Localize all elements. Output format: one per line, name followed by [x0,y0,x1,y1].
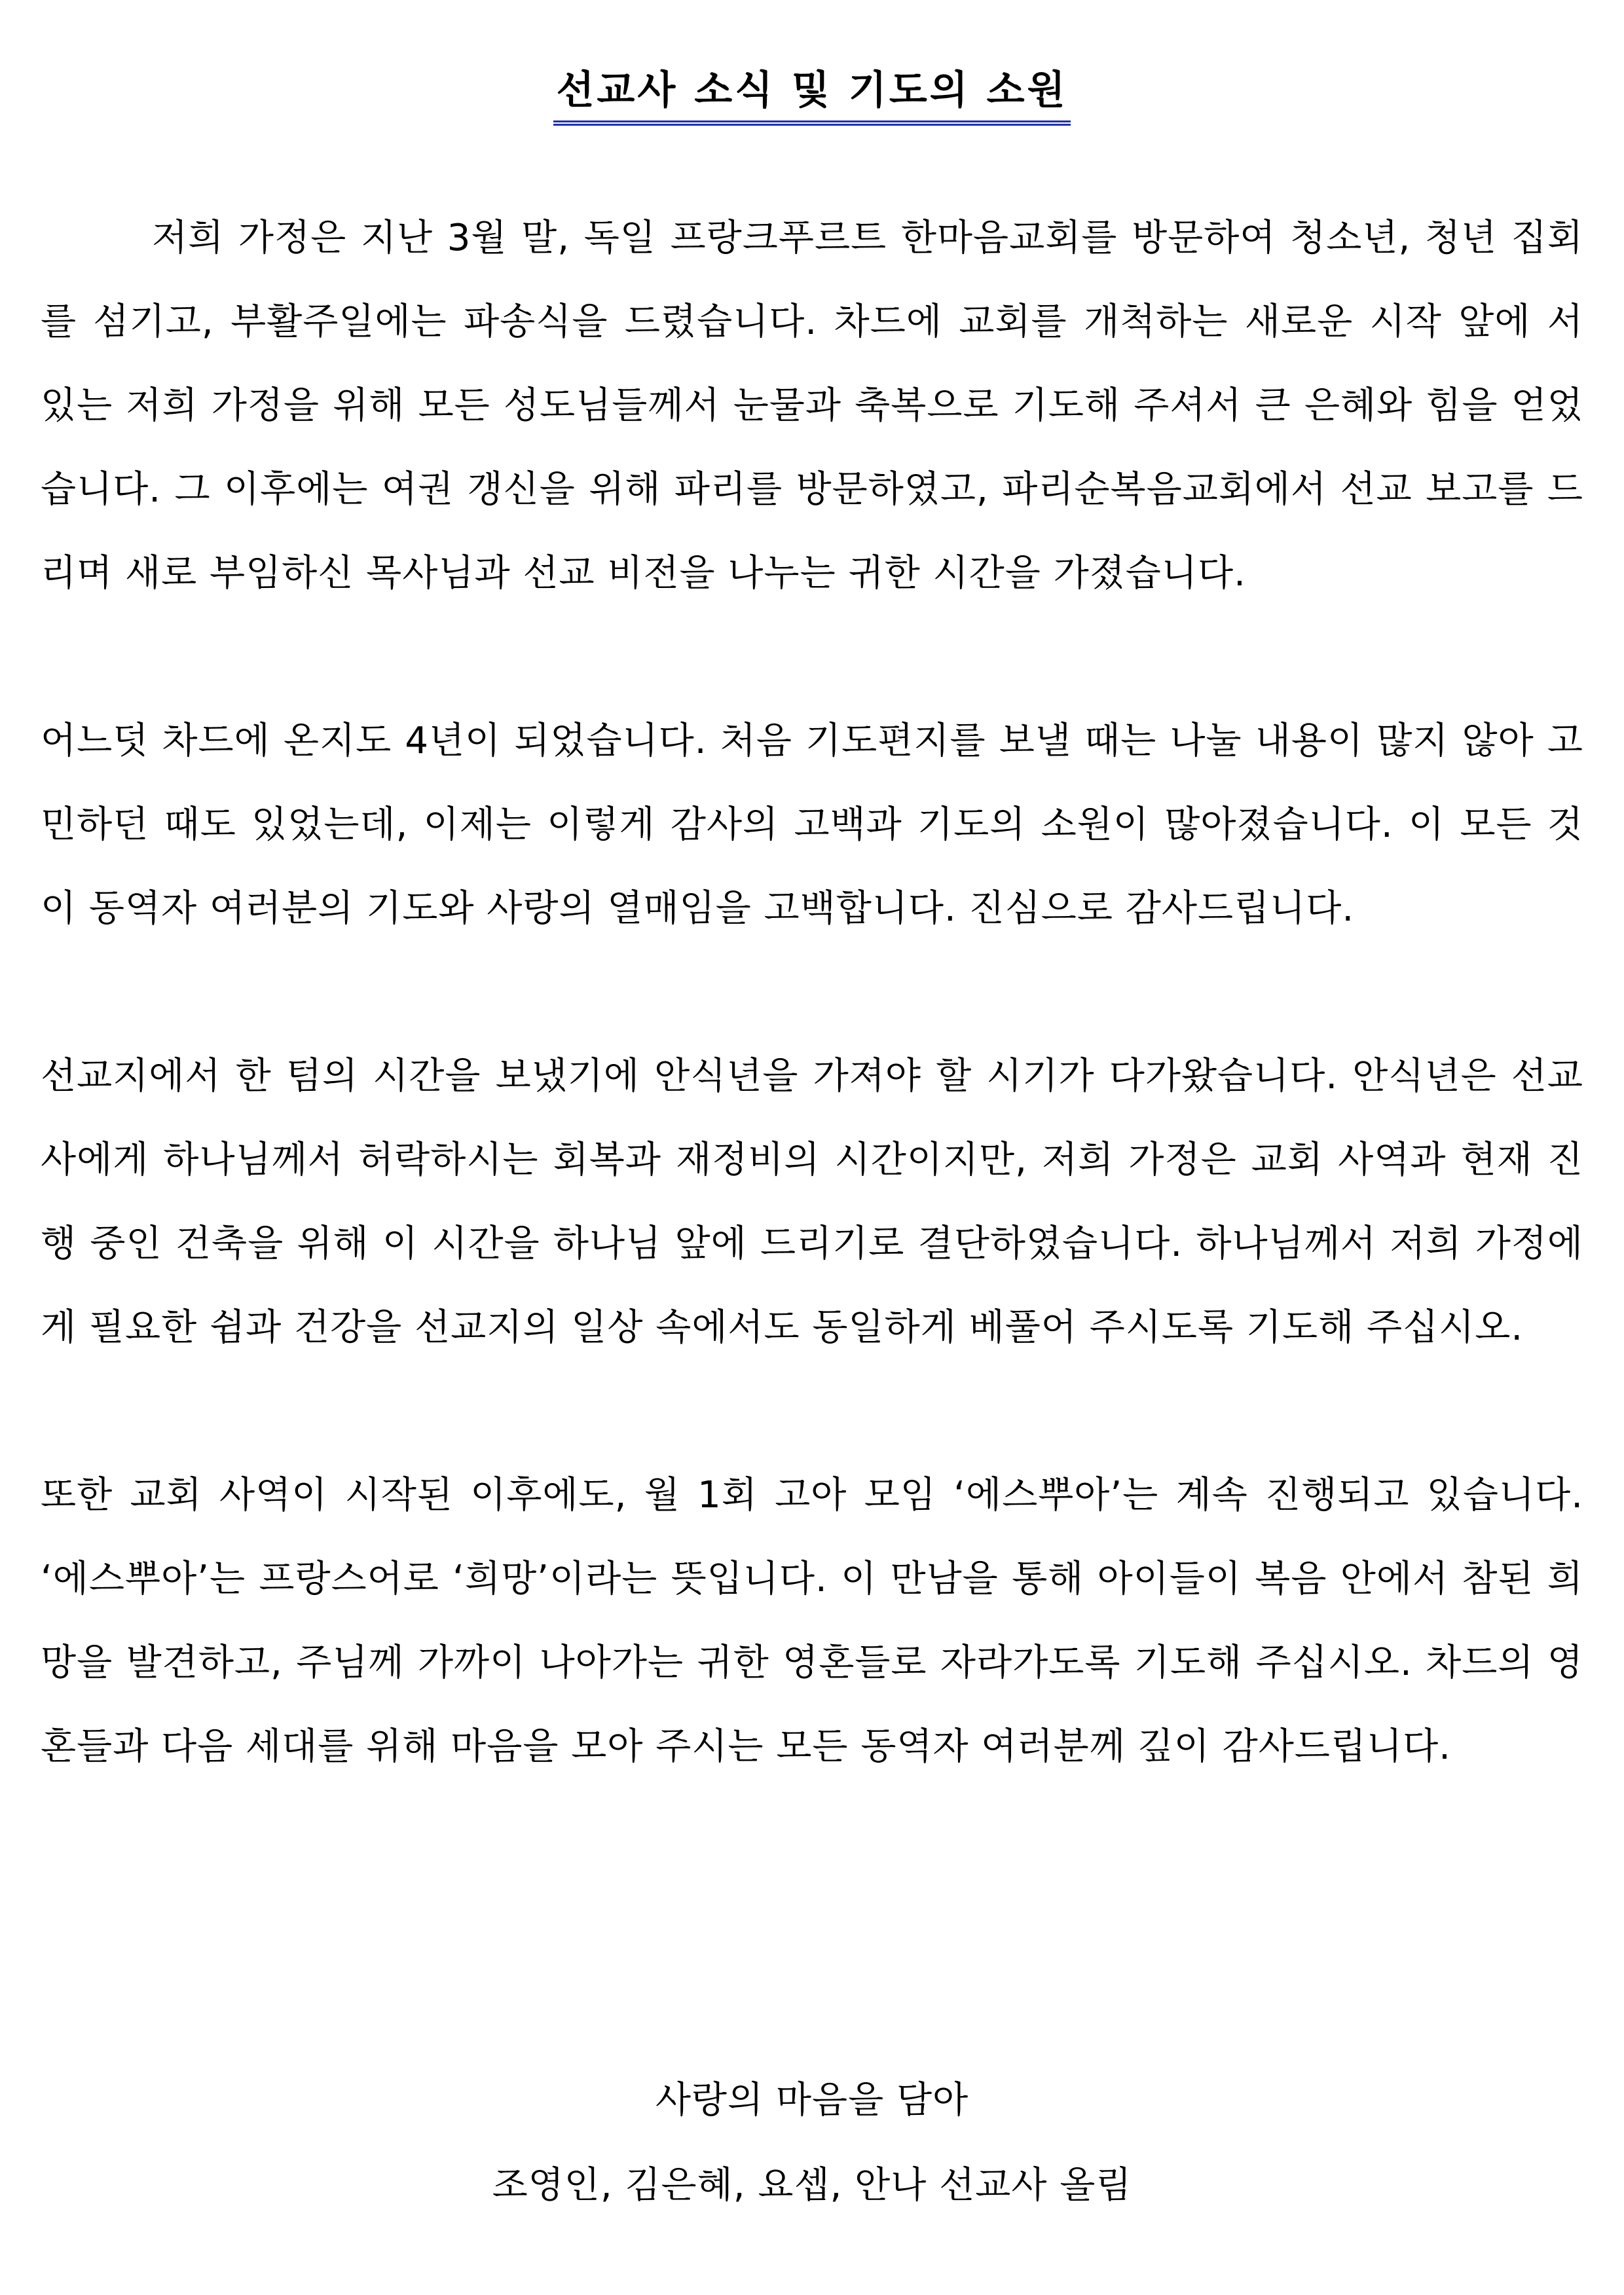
paragraph-thanksgiving: 어느덧 차드에 온지도 4년이 되었습니다. 처음 기도편지를 보낼 때는 나눌 내용이 많지 않아 고민하던 때도 있었는데, 이제는 이렇게 감사의 고백과 기도의 소원이 많아졌습니다. 이 모든 것이 동역자 여러분의 기도와 사랑의 열매임을 고백합니다. 진심으로 감사드립니다. [41,720,1583,930]
paragraph-sabbatical: 선교지에서 한 텀의 시간을 보냈기에 안식년을 가져야 할 시기가 다가왔습니다. 안식년은 선교사에게 하나님께서 허락하시는 회복과 재정비의 시간이지만, 저희 가정은 교회 사역과 현재 진행 중인 건축을 위해 이 시간을 하나님 앞에 드리기로 결단하였습니다. 하나님께서 저희 가정에게 필요한 쉼과 건강을 선교지의 일상 속에서도 동일하게 베풀어 주시도록 기도해 주십시오. [41,1055,1583,1349]
letter-body [41,196,1583,1789]
document-title: 선교사 소식 및 기도의 소원 [553,64,1070,126]
paragraph-travel-report: 저희 가정은 지난 3월 말, 독일 프랑크푸르트 한마음교회를 방문하여 청소년, 청년 집회를 섬기고, 부활주일에는 파송식을 드렸습니다. 차드에 교회를 개척하는 새로운 시작 앞에 서 있는 저희 가정을 위해 모든 성도님들께서 눈물과 축복으로 기도해 주셔서 큰 은혜와 힘을 얻었습니다. 그 이후에는 여권 갱신을 위해 파리를 방문하였고, 파리순복음교회에서 선교 보고를 드리며 새로 부임하신 목사님과 선교 비전을 나누는 귀한 시간을 가졌습니다. [41,217,1583,595]
title-container [0,64,1624,126]
paragraph-orphan-ministry: 또한 교회 사역이 시작된 이후에도, 월 1회 고아 모임 ‘에스뿌아’는 계속 진행되고 있습니다. ‘에스뿌아’는 프랑스어로 ‘희망’이라는 뜻입니다. 이 만남을 통해 아이들이 복음 안에서 참된 희망을 발견하고, 주님께 가까이 나아가는 귀한 영혼들로 자라가도록 기도해 주십시오. 차드의 영혼들과 다음 세대를 위해 마음을 모아 주시는 모든 동역자 여러분께 깊이 감사드립니다. [41,1474,1583,1768]
closing-line: 사랑의 마음을 담아 [655,2079,969,2121]
signature-line: 조영인, 김은혜, 요셉, 안나 선교사 올림 [492,2164,1132,2207]
